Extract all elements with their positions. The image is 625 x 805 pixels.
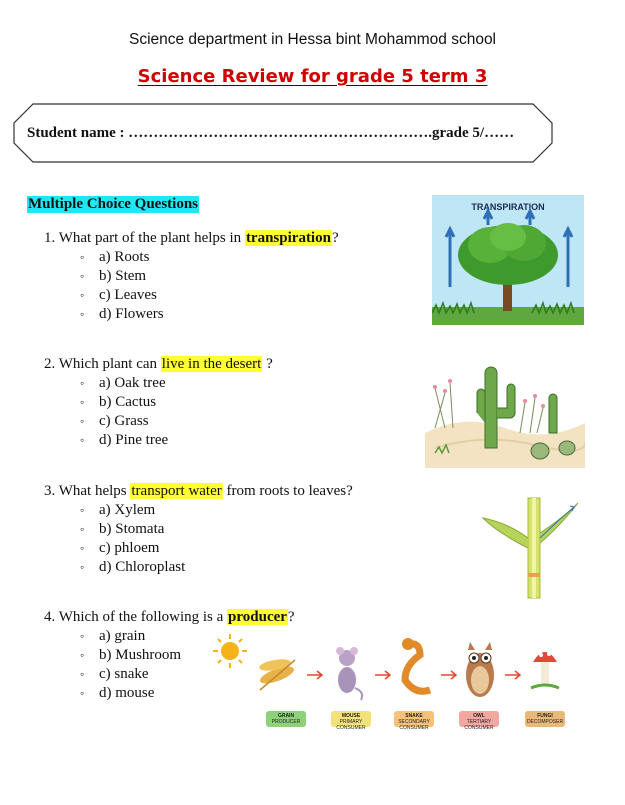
fungi-icon (531, 652, 559, 688)
grain-icon (258, 657, 296, 690)
question-3-options (80, 501, 185, 577)
food-chain-illustration (255, 630, 575, 705)
chip-name: OWL (473, 713, 485, 719)
option[interactable]: ◦ d) Chloroplast (80, 558, 185, 577)
option[interactable]: ◦ d) Flowers (80, 305, 164, 324)
snake-icon (402, 638, 430, 691)
question-4-end: ? (287, 609, 295, 625)
desert-illustration (425, 353, 585, 468)
question-4 (44, 609, 295, 626)
sun-icon (212, 633, 248, 669)
chip-fungi (525, 711, 565, 727)
student-name-line[interactable]: Student name : …………………………………………………….grade 5/…… (27, 125, 515, 141)
option[interactable]: ◦ c) Leaves (80, 286, 164, 305)
question-2 (44, 356, 273, 373)
option[interactable]: ◦ b) Stem (80, 267, 164, 286)
option[interactable]: ◦ b) Mushroom (80, 646, 181, 665)
school-name: Science department in Hessa bint Mohammod school (128, 31, 497, 48)
arrow-icon (375, 671, 390, 679)
question-4-options (80, 627, 181, 703)
question-4-keyword: producer (228, 609, 287, 625)
option[interactable]: ◦ d) Pine tree (80, 431, 168, 450)
question-1-end: ? (331, 230, 339, 246)
question-1-keyword: transpiration (245, 230, 331, 246)
arrow-icon (505, 671, 520, 679)
option[interactable]: ◦ a) Roots (80, 248, 164, 267)
option[interactable]: ◦ c) snake (80, 665, 181, 684)
question-3-end: from roots to leaves? (222, 483, 353, 499)
page-title-text: Science Review for grade 5 term 3 (137, 66, 488, 87)
option[interactable]: ◦ c) phloem (80, 539, 185, 558)
chip-name: GRAIN (277, 713, 295, 719)
question-1 (44, 230, 339, 247)
arrow-icon (307, 671, 322, 679)
chip-role: TERTIARY CONSUMER (464, 719, 494, 731)
owl-icon (466, 642, 494, 697)
section-heading: Multiple Choice Questions (28, 196, 199, 212)
page-title (0, 66, 625, 87)
question-2-options (80, 374, 168, 450)
mouse-icon (336, 647, 362, 700)
xylem-illustration (478, 493, 588, 603)
question-3-text: 3. What helps (44, 483, 131, 499)
chip-name: SNAKE (405, 713, 423, 719)
option[interactable]: ◦ a) grain (80, 627, 181, 646)
chip-role: PRODUCER (271, 719, 301, 725)
question-4-text: 4. Which of the following is a (44, 609, 228, 625)
chip-role: PRIMARY CONSUMER (336, 719, 366, 731)
option[interactable]: ◦ a) Oak tree (80, 374, 168, 393)
option[interactable]: ◦ c) Grass (80, 412, 168, 431)
question-2-text: 2. Which plant can (44, 356, 161, 372)
arrow-icon (441, 671, 456, 679)
option[interactable]: ◦ d) mouse (80, 684, 181, 703)
question-2-keyword: live in the desert (161, 356, 262, 372)
transpiration-illustration (432, 195, 584, 325)
question-1-text: 1. What part of the plant helps in (44, 230, 245, 246)
chip-name: MOUSE (341, 713, 361, 719)
chip-name: FUNGI (537, 713, 553, 719)
chip-owl (459, 711, 499, 731)
transpiration-label: TRANSPIRATION (471, 202, 545, 212)
question-3 (44, 483, 353, 500)
chip-role: SECONDARY CONSUMER (398, 719, 430, 731)
question-2-end: ? (262, 356, 273, 372)
chip-role: DECOMPOSER (526, 719, 564, 725)
chip-grain (266, 711, 306, 727)
chip-mouse (331, 711, 371, 731)
option[interactable]: ◦ b) Cactus (80, 393, 168, 412)
option[interactable]: ◦ b) Stomata (80, 520, 185, 539)
question-1-options (80, 248, 164, 324)
question-3-keyword: transport water (131, 483, 222, 499)
option[interactable]: ◦ a) Xylem (80, 501, 185, 520)
chip-snake (394, 711, 434, 731)
